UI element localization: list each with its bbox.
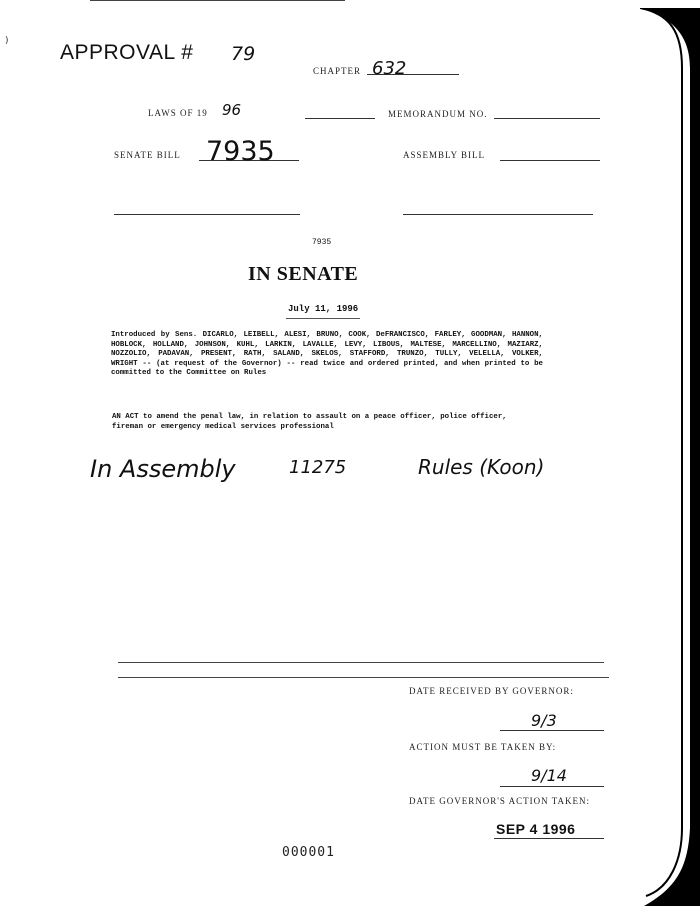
chapter-value: 632 <box>372 58 407 79</box>
blank-line-left <box>114 214 300 215</box>
assembly-bill-field-line <box>500 160 600 161</box>
date-underline <box>286 318 360 319</box>
divider-line-2 <box>118 677 609 678</box>
date-action-taken-label: DATE GOVERNOR'S ACTION TAKEN: <box>409 796 590 806</box>
bill-date: July 11, 1996 <box>288 304 359 314</box>
divider-line-1 <box>118 662 604 663</box>
date-received-value: 9/3 <box>531 711 557 730</box>
senate-bill-label: SENATE BILL <box>114 150 181 160</box>
scan-edge-shadow <box>640 8 700 906</box>
action-by-line <box>500 786 604 787</box>
memorandum-label: MEMORANDUM NO. <box>388 109 488 119</box>
date-received-line <box>500 730 604 731</box>
scan-mark: ) <box>5 36 9 46</box>
laws-year-value: 96 <box>222 101 242 119</box>
memorandum-field-line <box>494 118 600 119</box>
laws-of-label: LAWS OF 19 <box>148 108 208 118</box>
senate-bill-value: 7935 <box>206 136 275 167</box>
assembly-number-note: 11275 <box>289 457 347 478</box>
scan-edge-line <box>90 0 345 1</box>
in-senate-heading: IN SENATE <box>248 263 359 285</box>
rules-koon-note: Rules (Koon) <box>418 455 545 479</box>
introduction-paragraph: Introduced by Sens. DICARLO, LEIBELL, ALESI, BRUNO, COOK, DeFRANCISCO, FARLEY, GOODMAN, HANNON, HOBLOCK, HOLLAND, JOHNSON, KUHL, LARKIN, LAVALLE, LEVY, LIBOUS, MALTESE, MARCELLINO, MAZIARZ, NOZZOLIO, PADAVAN, PRESENT, RATH, SALAND, SKELOS, STAFFORD, TRUNZO, TULLY, VELELLA, VOLKER, WRIGHT -- (at request of the Governor) -- read twice and ordered printed, and when printed to be committed to the Committee on Rules <box>111 331 543 378</box>
assembly-bill-label: ASSEMBLY BILL <box>403 150 486 160</box>
approval-label: APPROVAL # <box>60 41 194 64</box>
action-taken-stamp: SEP 4 1996 <box>496 821 576 837</box>
bill-number-typed: 7935 <box>312 238 332 247</box>
blank-line-right <box>403 214 593 215</box>
page-number: 000001 <box>282 845 335 860</box>
action-taken-line <box>494 838 604 839</box>
action-must-be-taken-label: ACTION MUST BE TAKEN BY: <box>409 742 557 752</box>
approval-number: 79 <box>231 43 256 65</box>
date-received-label: DATE RECEIVED BY GOVERNOR: <box>409 686 574 696</box>
in-assembly-note: In Assembly <box>90 455 236 483</box>
action-by-value: 9/14 <box>531 766 567 785</box>
act-description: AN ACT to amend the penal law, in relation to assault on a peace officer, police officer, fireman or emergency medical services professional <box>112 413 507 431</box>
laws-blank-line <box>305 118 375 119</box>
chapter-label: CHAPTER <box>313 66 362 76</box>
